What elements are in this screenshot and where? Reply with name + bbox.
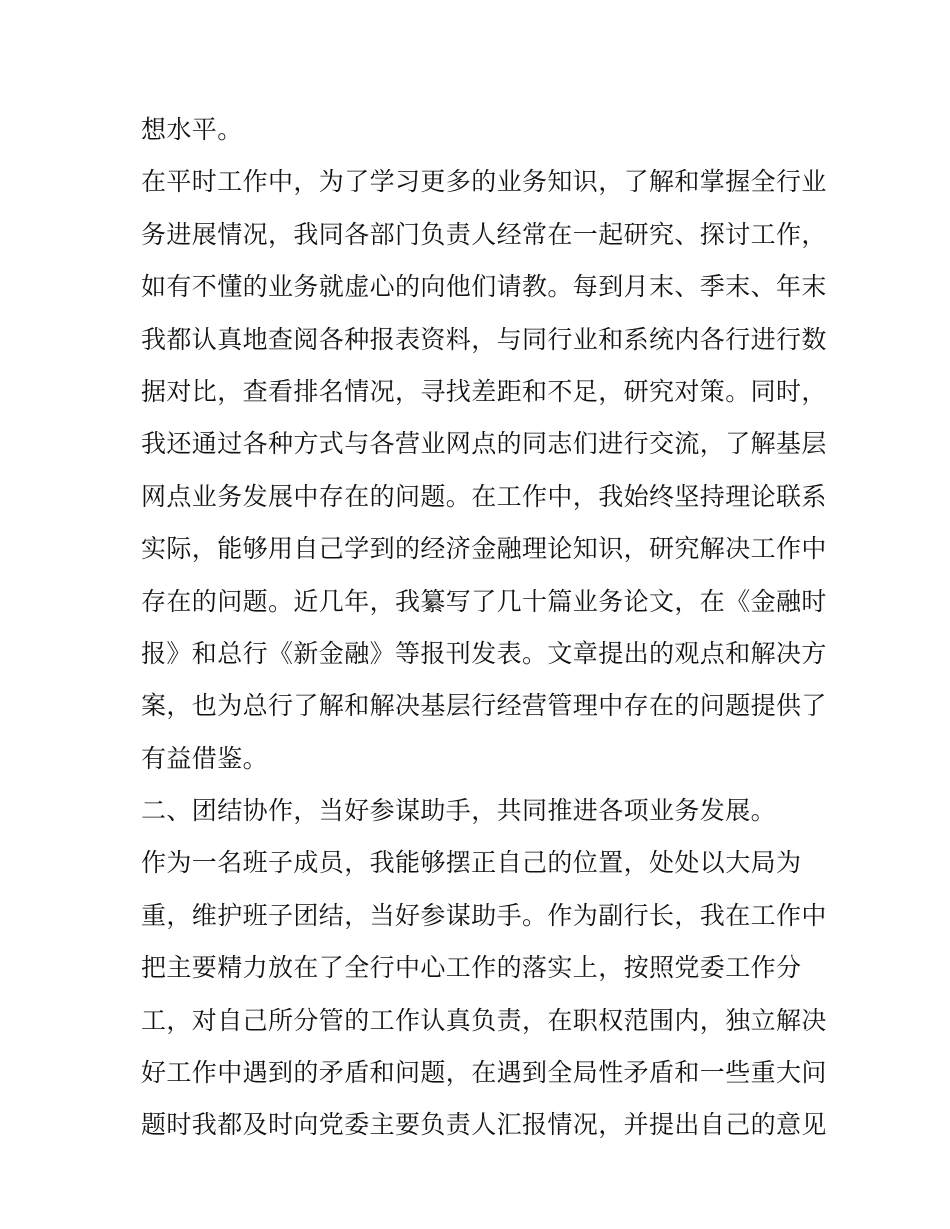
- text-line: 报》和总行《新金融》等报刊发表。文章提出的观点和解决方: [141, 638, 827, 668]
- text-line: 我都认真地查阅各种报表资料，与同行业和系统内各行进行数: [141, 324, 827, 354]
- text-line: 把主要精力放在了全行中心工作的落实上，按照党委工作分: [141, 953, 802, 983]
- text-line: 想水平。: [141, 115, 243, 144]
- text-line: 作为一名班子成员，我能够摆正自己的位置，处处以大局为: [141, 848, 802, 878]
- text-line: 存在的问题。近几年，我纂写了几十篇业务论文，在《金融时: [141, 586, 827, 616]
- text-line: 案，也为总行了解和解决基层行经营管理中存在的问题提供了: [141, 691, 827, 721]
- text-line: 据对比，查看排名情况，寻找差距和不足，研究对策。同时，: [141, 376, 827, 406]
- text-line: 我还通过各种方式与各营业网点的同志们进行交流，了解基层: [141, 429, 827, 459]
- section-heading: 二、团结协作，当好参谋助手，共同推进各项业务发展。: [141, 796, 777, 826]
- text-line: 重，维护班子团结，当好参谋助手。作为副行长，我在工作中: [141, 900, 827, 930]
- text-line: 网点业务发展中存在的问题。在工作中，我始终坚持理论联系: [141, 481, 827, 511]
- text-line: 好工作中遇到的矛盾和问题，在遇到全局性矛盾和一些重大问: [141, 1058, 827, 1088]
- text-line: 在平时工作中，为了学习更多的业务知识，了解和掌握全行业: [141, 167, 827, 197]
- text-line: 务进展情况，我同各部门负责人经常在一起研究、探讨工作，: [141, 219, 827, 249]
- text-line: 如有不懂的业务就虚心的向他们请教。每到月末、季末、年末: [141, 272, 827, 302]
- text-line: 实际，能够用自己学到的经济金融理论知识，研究解决工作中: [141, 534, 827, 564]
- text-line: 有益借鉴。: [141, 743, 269, 773]
- text-line: 工，对自己所分管的工作认真负责，在职权范围内，独立解决: [141, 1005, 827, 1035]
- text-line: 题时我都及时向党委主要负责人汇报情况，并提出自己的意见: [141, 1110, 827, 1140]
- document-body: [141, 104, 827, 1152]
